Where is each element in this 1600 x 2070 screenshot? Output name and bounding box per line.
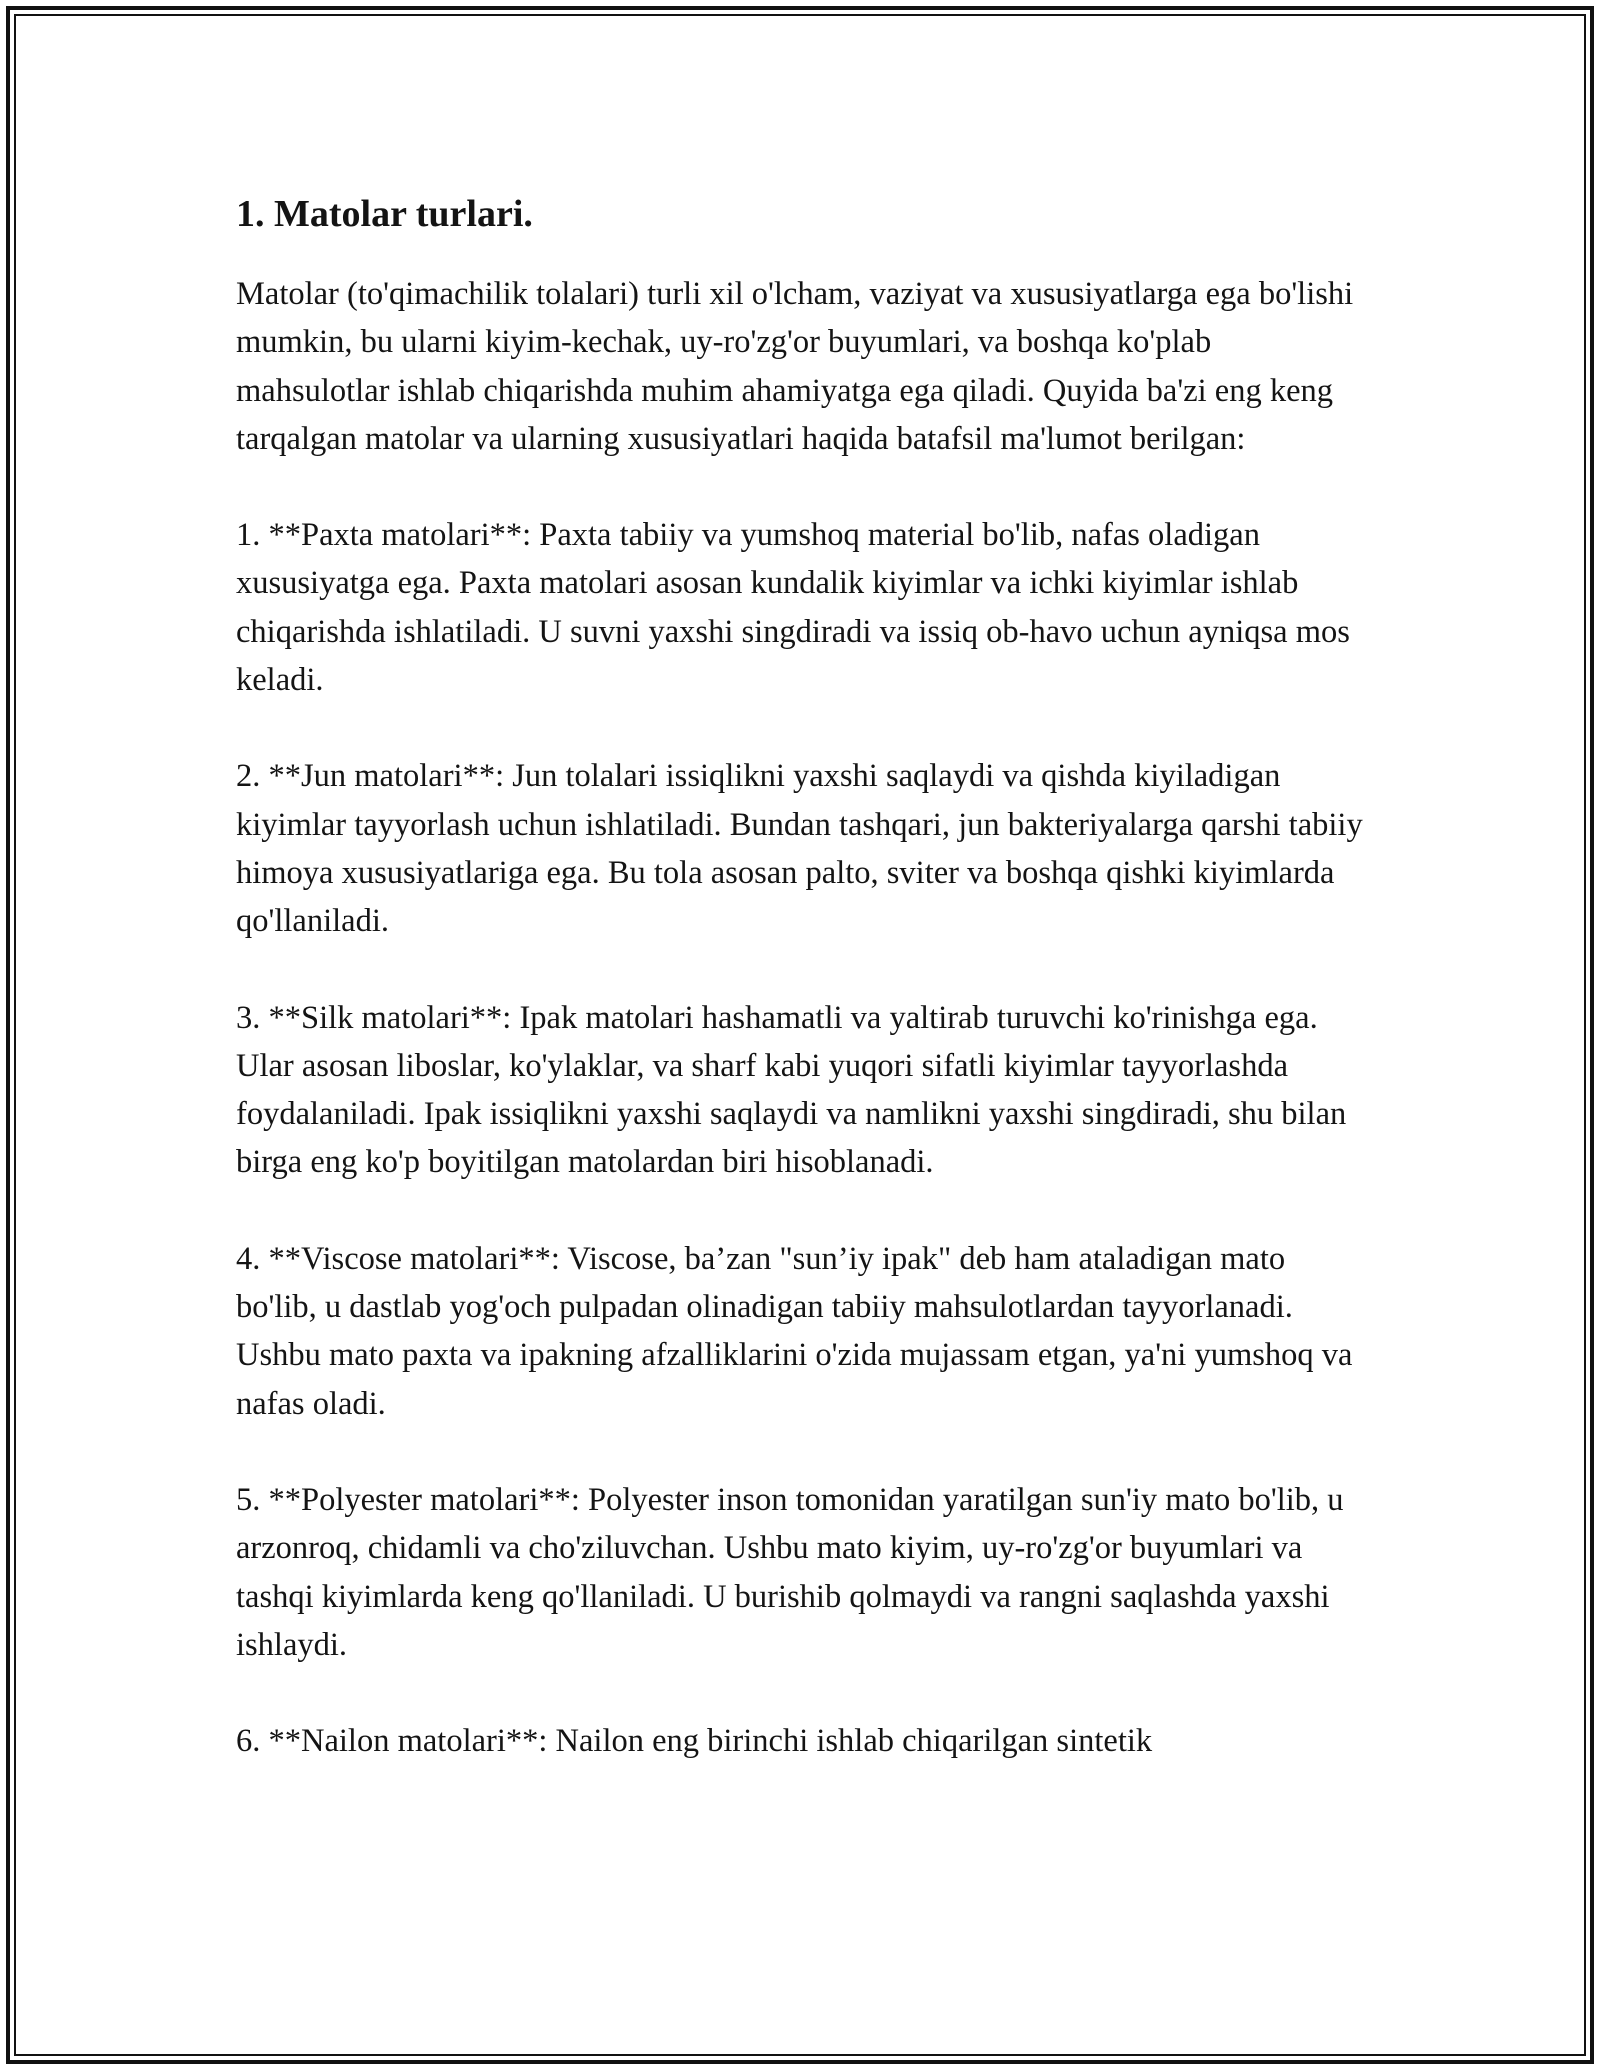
list-item-polyester: 5. **Polyester matolari**: Polyester inson tomonidan yaratilgan sun'iy mato bo'lib, u arzonroq, chidamli va cho'ziluvchan. Ushbu mato kiyim, uy-ro'zg'or buyumlari va tashqi kiyimlarda keng qo'llaniladi. U burishib qolmaydi va rangni saqlashda yaxshi ishlaydi. — [236, 1481, 1344, 1663]
section-heading: 1. Matolar turlari. — [236, 193, 533, 235]
document-body — [236, 184, 1366, 1813]
intro-paragraph: Matolar (to'qimachilik tolalari) turli xil o'lcham, vaziyat va xususiyatlarga ega bo'lishi mumkin, bu ularni kiyim-kechak, uy-ro'zg'or buyumlari, va boshqa ko'plab mahsulotlar ishlab chiqarishda muhim ahamiyatga ega qiladi. Quyida ba'zi eng keng tarqalgan matolar va ularning xususiyatlari haqida batafsil ma'lumot berilgan: — [236, 276, 1354, 457]
list-item-jun: 2. **Jun matolari**: Jun tolalari issiqlikni yaxshi saqlaydi va qishda kiyiladigan kiyimlar tayyorlash uchun ishlatiladi. Bundan tashqari, jun bakteriyalarga qarshi tabiiy himoya xususiyatlariga ega. Bu tola asosan palto, sviter va boshqa qishki kiyimlarda qo'llaniladi. — [236, 758, 1363, 940]
list-item-nailon: 6. **Nailon matolari**: Nailon eng birinchi ishlab chiqarilgan sintetik — [236, 1723, 1153, 1760]
list-item-silk: 3. **Silk matolari**: Ipak matolari hashamatli va yaltirab turuvchi ko'rinishga ega. Ular asosan liboslar, ko'ylaklar, va sharf kabi yuqori sifatli kiyimlar tayyorlashda foydalaniladi. Ipak issiqlikni yaxshi saqlaydi va namlikni yaxshi singdiradi, shu bilan birga eng ko'p boyitilgan matolardan biri hisoblanadi. — [236, 999, 1347, 1181]
list-item-viscose: 4. **Viscose matolari**: Viscose, ba’zan "sun’iy ipak" deb ham ataladigan mato bo'lib, u dastlab yog'och pulpadan olinadigan tabiiy mahsulotlardan tayyorlanadi. Ushbu mato paxta va ipakning afzalliklarini o'zida mujassam etgan, ya'ni yumshoq va nafas oladi. — [236, 1240, 1353, 1422]
list-item-paxta: 1. **Paxta matolari**: Paxta tabiiy va yumshoq material bo'lib, nafas oladigan xususiyatga ega. Paxta matolari asosan kundalik kiyimlar va ichki kiyimlar ishlab chiqarishda ishlatiladi. U suvni yaxshi singdiradi va issiq ob-havo uchun ayniqsa mos keladi. — [236, 517, 1350, 699]
